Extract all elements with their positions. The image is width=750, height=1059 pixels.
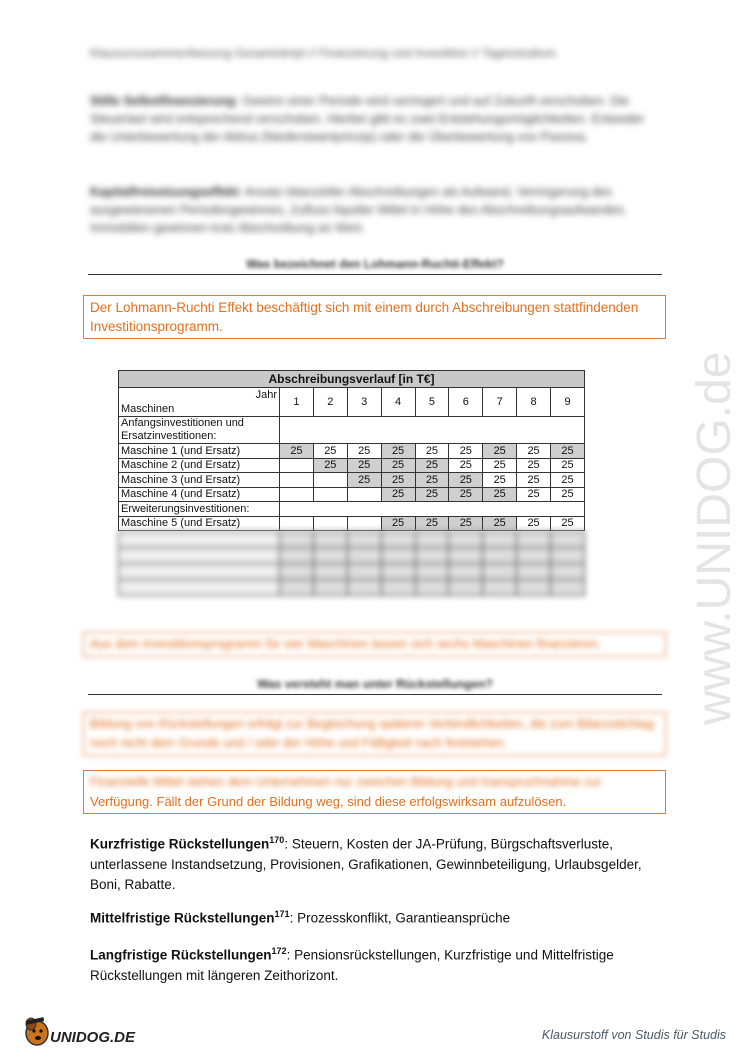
depreciation-cell <box>347 487 381 502</box>
footnote-ref: 172 <box>271 946 287 956</box>
watermark <box>630 285 750 725</box>
machine-label: Maschine 1 (und Ersatz) <box>119 444 280 459</box>
depreciation-cell: 25 <box>347 458 381 473</box>
table-corner <box>119 388 280 417</box>
year-header: 6 <box>449 388 483 417</box>
depreciation-cell <box>313 516 347 531</box>
depreciation-cell: 25 <box>449 444 483 459</box>
langfristige-rueckstellungen <box>90 941 670 986</box>
kurzfristige-rueckstellungen <box>90 830 670 895</box>
answer-rueckstellungen-definition <box>83 712 666 756</box>
depreciation-cell: 25 <box>483 516 517 531</box>
depreciation-cell: 25 <box>551 473 585 488</box>
question-text: Was versteht man unter Rückstellungen? <box>257 677 493 691</box>
answer-text: Aus dem Investitionsprogramm für vier Maschinen lassen sich sechs Maschinen finanzieren. <box>90 637 602 651</box>
table-row <box>119 487 585 502</box>
blurred-table-rows <box>118 531 585 596</box>
section-label-line: Ersatzinvestitionen: <box>121 430 217 442</box>
depreciation-cell: 25 <box>517 487 551 502</box>
footer-slogan: Klausurstoff von Studis für Studis <box>541 1028 726 1042</box>
depreciation-cell: 25 <box>381 487 415 502</box>
depreciation-cell: 25 <box>415 458 449 473</box>
depreciation-cell: 25 <box>347 444 381 459</box>
answer-text-blurred: Finanzielle Mittel stehen dem Unternehmen nur zwischen Bildung und Inanspruchnahme zur <box>90 775 602 789</box>
year-header: 8 <box>517 388 551 417</box>
year-header: 3 <box>347 388 381 417</box>
answer-text: Der Lohmann-Ruchti Effekt beschäftigt sich mit einem durch Abschreibungen stattfindenden Investitionsprogramm. <box>90 300 639 334</box>
depreciation-cell: 25 <box>551 516 585 531</box>
table-title: Abschreibungsverlauf [in T€] <box>119 371 585 388</box>
section-label-line: Anfangsinvestitionen und <box>121 417 244 429</box>
paragraph-text: : Gewinn einer Periode wird verringert und auf Zukunft verschoben. Die Steuerlast wird entsprechend verschoben. Hierbei gibt es zwei Entstehungsmöglichkeiten. Entweder die Unterbewertung der Aktiva (Niederstwertprinzip) oder die Überbewertung von Passiva. <box>90 94 645 144</box>
answer-text: Verfügung. Fällt der Grund der Bildung weg, sind diese erfolgswirksam aufzulösen. <box>90 794 567 809</box>
depreciation-cell: 25 <box>381 458 415 473</box>
machine-label: Maschine 4 (und Ersatz) <box>119 487 280 502</box>
year-label: Jahr <box>255 389 277 401</box>
year-header: 9 <box>551 388 585 417</box>
depreciation-cell <box>280 516 314 531</box>
year-header: 1 <box>280 388 314 417</box>
year-header: 4 <box>381 388 415 417</box>
depreciation-cell: 25 <box>551 444 585 459</box>
paragraph-text: : Ansatz bilanzieller Abschreibungen als Aufwand, Verringerung des ausgewiesenen Periodengewinnes, Zufluss liquider Mittel in Höhe des Abschreibungsaufwandes. Immobilien gewinnen trotz Abschreibung an Wert. <box>90 185 628 235</box>
footnote-ref: 171 <box>274 909 290 919</box>
watermark-text: www.UNIDOG.de <box>688 351 741 725</box>
depreciation-cell: 25 <box>551 458 585 473</box>
term-kurzfristig: Kurzfristige Rückstellungen <box>90 836 270 852</box>
question-lohmann-ruchti <box>88 257 662 275</box>
depreciation-cell: 25 <box>415 473 449 488</box>
depreciation-cell <box>280 473 314 488</box>
depreciation-cell: 25 <box>483 444 517 459</box>
answer-rueckstellungen-funds <box>83 770 666 814</box>
depreciation-cell: 25 <box>313 458 347 473</box>
table-row <box>119 458 585 473</box>
depreciation-cell: 25 <box>280 444 314 459</box>
depreciation-cell <box>313 473 347 488</box>
depreciation-cell: 25 <box>381 444 415 459</box>
depreciation-cell: 25 <box>381 473 415 488</box>
depreciation-cell: 25 <box>483 473 517 488</box>
depreciation-cell: 25 <box>313 444 347 459</box>
answer-lohmann-ruchti <box>83 295 666 339</box>
definition-text: : Steuern, Kosten der JA-Prüfung, Bürgschaftsverluste, unterlassene Instandsetzung, Provisionen, Grafikationen, Gewinnbeteiligung, Urlaubsgelder, Boni, Rabatte. <box>90 836 642 892</box>
depreciation-cell: 25 <box>449 458 483 473</box>
depreciation-cell: 25 <box>551 487 585 502</box>
depreciation-cell: 25 <box>347 473 381 488</box>
question-rueckstellungen <box>88 677 662 695</box>
term-langfristig: Langfristige Rückstellungen <box>90 947 272 963</box>
depreciation-cell: 25 <box>449 516 483 531</box>
depreciation-cell: 25 <box>415 487 449 502</box>
page-header: Klausurzusammenfassung Gesamtskript // Finanzierung und Investition // Tagesstudium <box>90 46 557 60</box>
section-label <box>119 417 280 444</box>
depreciation-cell: 25 <box>449 487 483 502</box>
answer-text: Bildung von Rückstellungen erfolgt zur Begleichung späterer Verbindlichkeiten, die zum Bilanzstichtag noch nicht dem Grunde und / oder der Höhe und Fälligkeit nach feststehen. <box>90 717 655 750</box>
depreciation-cell: 25 <box>415 444 449 459</box>
depreciation-cell: 25 <box>483 458 517 473</box>
unidog-logo[interactable] <box>22 1013 152 1054</box>
depreciation-cell <box>280 458 314 473</box>
depreciation-cell: 25 <box>381 516 415 531</box>
depreciation-cell: 25 <box>449 473 483 488</box>
depreciation-cell: 25 <box>517 444 551 459</box>
machine-label: Maschine 2 (und Ersatz) <box>119 458 280 473</box>
depreciation-cell <box>347 516 381 531</box>
depreciation-cell: 25 <box>415 516 449 531</box>
depreciation-cell: 25 <box>517 473 551 488</box>
term-kapitalfreisetzungseffekt: Kapitalfreisetzungseffekt <box>90 185 239 199</box>
table-row <box>119 444 585 459</box>
depreciation-cell <box>280 487 314 502</box>
logo-text: UNIDOG.DE <box>50 1029 136 1046</box>
term-mittelfristig: Mittelfristige Rückstellungen <box>90 910 275 926</box>
section-label: Erweiterungsinvestitionen: <box>119 502 280 517</box>
machine-label: Maschine 3 (und Ersatz) <box>119 473 280 488</box>
machines-label: Maschinen <box>121 403 175 415</box>
footnote-ref: 170 <box>269 835 285 845</box>
depreciation-table <box>118 370 585 531</box>
depreciation-cell: 25 <box>483 487 517 502</box>
year-header: 2 <box>313 388 347 417</box>
depreciation-cell: 25 <box>517 458 551 473</box>
question-text: Was bezeichnet den Lohmann-Ruchti-Effekt? <box>246 257 504 271</box>
term-stille-selbstfinanzierung: Stille Selbstfinanzierung <box>90 94 236 108</box>
empty-cell <box>280 417 585 444</box>
machine-label: Maschine 5 (und Ersatz) <box>119 516 280 531</box>
mittelfristige-rueckstellungen <box>90 904 670 929</box>
depreciation-cell: 25 <box>517 516 551 531</box>
year-header: 5 <box>415 388 449 417</box>
empty-cell <box>280 502 585 517</box>
definition-text: : Pensionsrückstellungen, Kurzfristige und Mittelfristige Rückstellungen mit längeren Zeithorizont. <box>90 947 614 983</box>
answer-investment-program <box>83 632 666 657</box>
paragraph-stille-selbstfinanzierung <box>90 92 655 146</box>
paragraph-kapitalfreisetzungseffekt <box>90 183 655 237</box>
table-row <box>119 516 585 531</box>
year-header: 7 <box>483 388 517 417</box>
table-row <box>119 473 585 488</box>
dog-icon <box>22 1013 152 1049</box>
definition-text: : Prozesskonflikt, Garantieansprüche <box>289 910 511 926</box>
depreciation-cell <box>313 487 347 502</box>
